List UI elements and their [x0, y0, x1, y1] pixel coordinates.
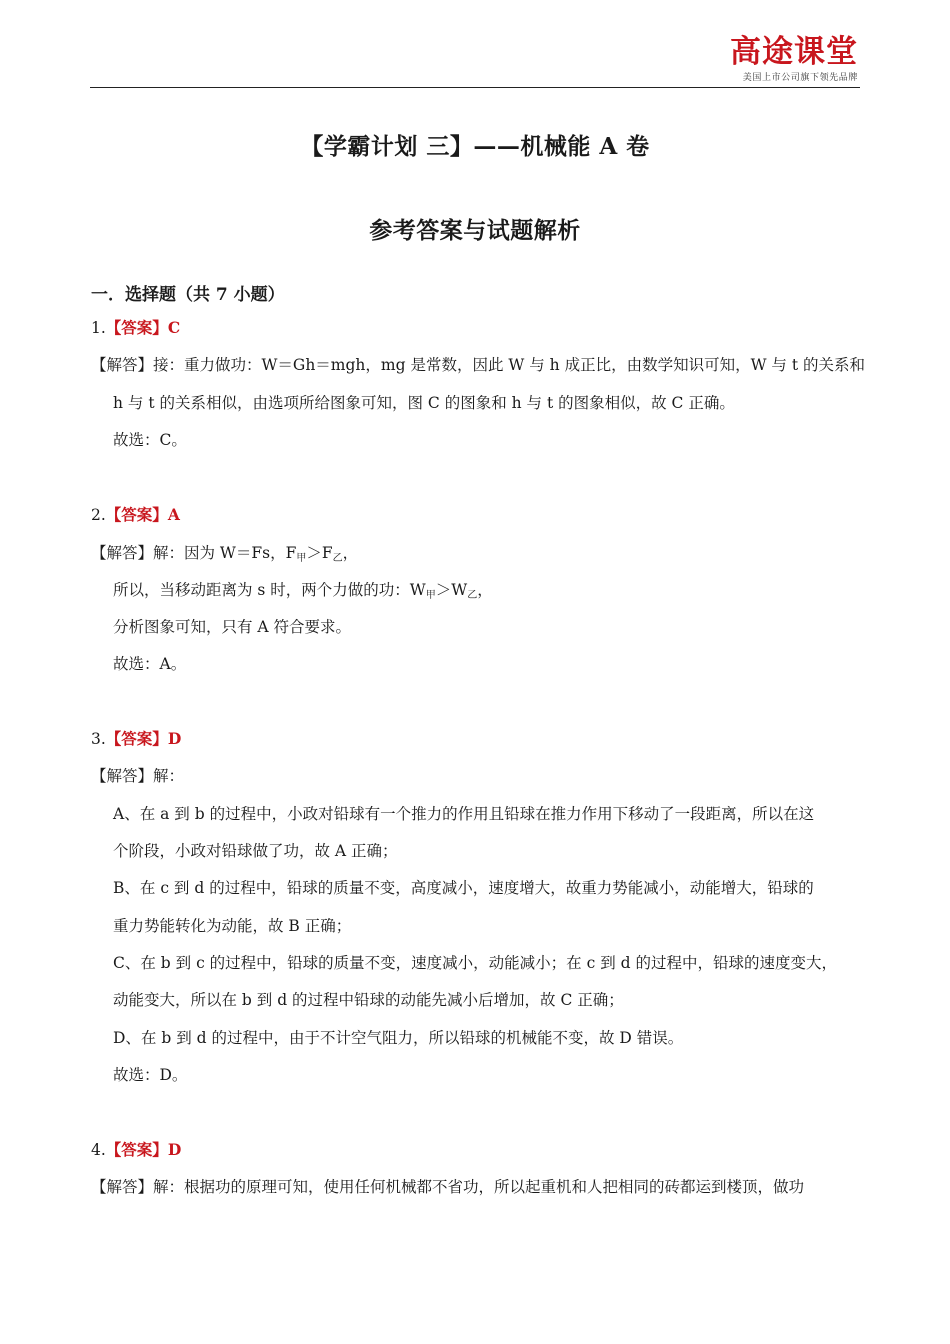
q3-number: 3. — [91, 730, 106, 748]
q2-answer-line — [91, 503, 860, 527]
q4-explanation-line1: 【解答】解：根据功的原理可知，使用任何机械都不省功，所以起重机和人把相同的砖都运到楼顶，做功 — [91, 1178, 805, 1196]
q3-option-a-line1: A、在 a 到 b 的过程中，小政对铅球有一个推力的作用且铅球在推力作用下移动了一段距离，所以在这 — [113, 805, 815, 823]
q4-number: 4. — [91, 1141, 106, 1159]
q1-answer-value: C — [167, 318, 181, 337]
q2-l2-compare: ＞W — [435, 581, 468, 599]
q3-explanation-line1: 【解答】解： — [91, 767, 185, 785]
q2-l1-end: ， — [342, 544, 359, 562]
q4-answer-tag: 【答案】 — [105, 1140, 168, 1159]
q2-l2-subscript-2: 乙 — [467, 590, 478, 601]
q2-l1-text: 【解答】解：因为 W＝Fs，F — [91, 544, 297, 562]
q2-l1-subscript-1: 甲 — [296, 553, 307, 564]
q2-explanation-line3: 分析图象可知，只有 A 符合要求。 — [113, 618, 352, 636]
document-subtitle: 参考答案与试题解析 — [369, 217, 581, 244]
q3-option-c-line2: 动能变大，所以在 b 到 d 的过程中铅球的动能先减小后增加，故 C 正确； — [113, 991, 624, 1009]
q3-option-b-line1: B、在 c 到 d 的过程中，铅球的质量不变，高度减小，速度增大，故重力势能减小，动能增大，铅球的 — [113, 879, 814, 897]
logo-wordmark: 高途课堂 — [730, 34, 858, 70]
q1-answer-tag: 【答案】 — [105, 318, 168, 337]
q2-answer-value: A — [167, 505, 180, 524]
q1-number: 1. — [91, 319, 106, 337]
q3-option-c-line1: C、在 b 到 c 的过程中，铅球的质量不变，速度减小，动能减小；在 c 到 d 的过程中，铅球的速度变大， — [113, 954, 837, 972]
q1-explanation-line2: h 与 t 的关系相似，由选项所给图象可知，图 C 的图象和 h 与 t 的图象相似，故 C 正确。 — [113, 394, 735, 412]
q2-l2-end: ， — [477, 581, 493, 599]
q2-answer-tag: 【答案】 — [105, 505, 168, 524]
brand-logo — [730, 34, 858, 84]
q2-choose: 故选：A。 — [113, 655, 187, 673]
section-heading: 一．选择题（共 7 小题） — [91, 285, 285, 305]
q4-answer-value: D — [167, 1140, 182, 1159]
q2-l2-subscript-1: 甲 — [425, 590, 436, 601]
q3-option-a-line2: 个阶段，小政对铅球做了功，故 A 正确； — [113, 842, 398, 860]
q2-number: 2. — [91, 506, 106, 524]
q3-choose: 故选：D。 — [113, 1066, 188, 1084]
q1-explanation-line1: 【解答】接：重力做功：W＝Gh＝mgh，mg 是常数，因此 W 与 h 成正比，由数学知识可知，W 与 t 的关系和 — [91, 356, 866, 374]
q2-l2-text: 所以，当移动距离为 s 时，两个力做的功：W — [113, 581, 426, 599]
q2-l1-subscript-2: 乙 — [332, 553, 343, 564]
q1-choose: 故选：C。 — [113, 431, 187, 449]
document-title: 【学霸计划 三】——机械能 A 卷 — [300, 133, 650, 160]
q3-option-b-line2: 重力势能转化为动能，故 B 正确； — [113, 917, 352, 935]
q2-l1-compare: ＞F — [306, 544, 333, 562]
q2-explanation-line1 — [91, 541, 860, 571]
q3-option-d-line1: D、在 b 到 d 的过程中，由于不计空气阻力，所以铅球的机械能不变，故 D 错误。 — [113, 1029, 684, 1047]
q4-answer-line — [91, 1138, 860, 1162]
header-divider — [90, 87, 860, 88]
q1-answer-line — [91, 316, 860, 340]
q3-answer-value: D — [167, 729, 182, 748]
q2-explanation-line2 — [113, 578, 860, 608]
logo-tagline: 美国上市公司旗下领先品牌 — [742, 73, 858, 83]
q3-answer-tag: 【答案】 — [105, 729, 168, 748]
q3-answer-line — [91, 727, 860, 751]
